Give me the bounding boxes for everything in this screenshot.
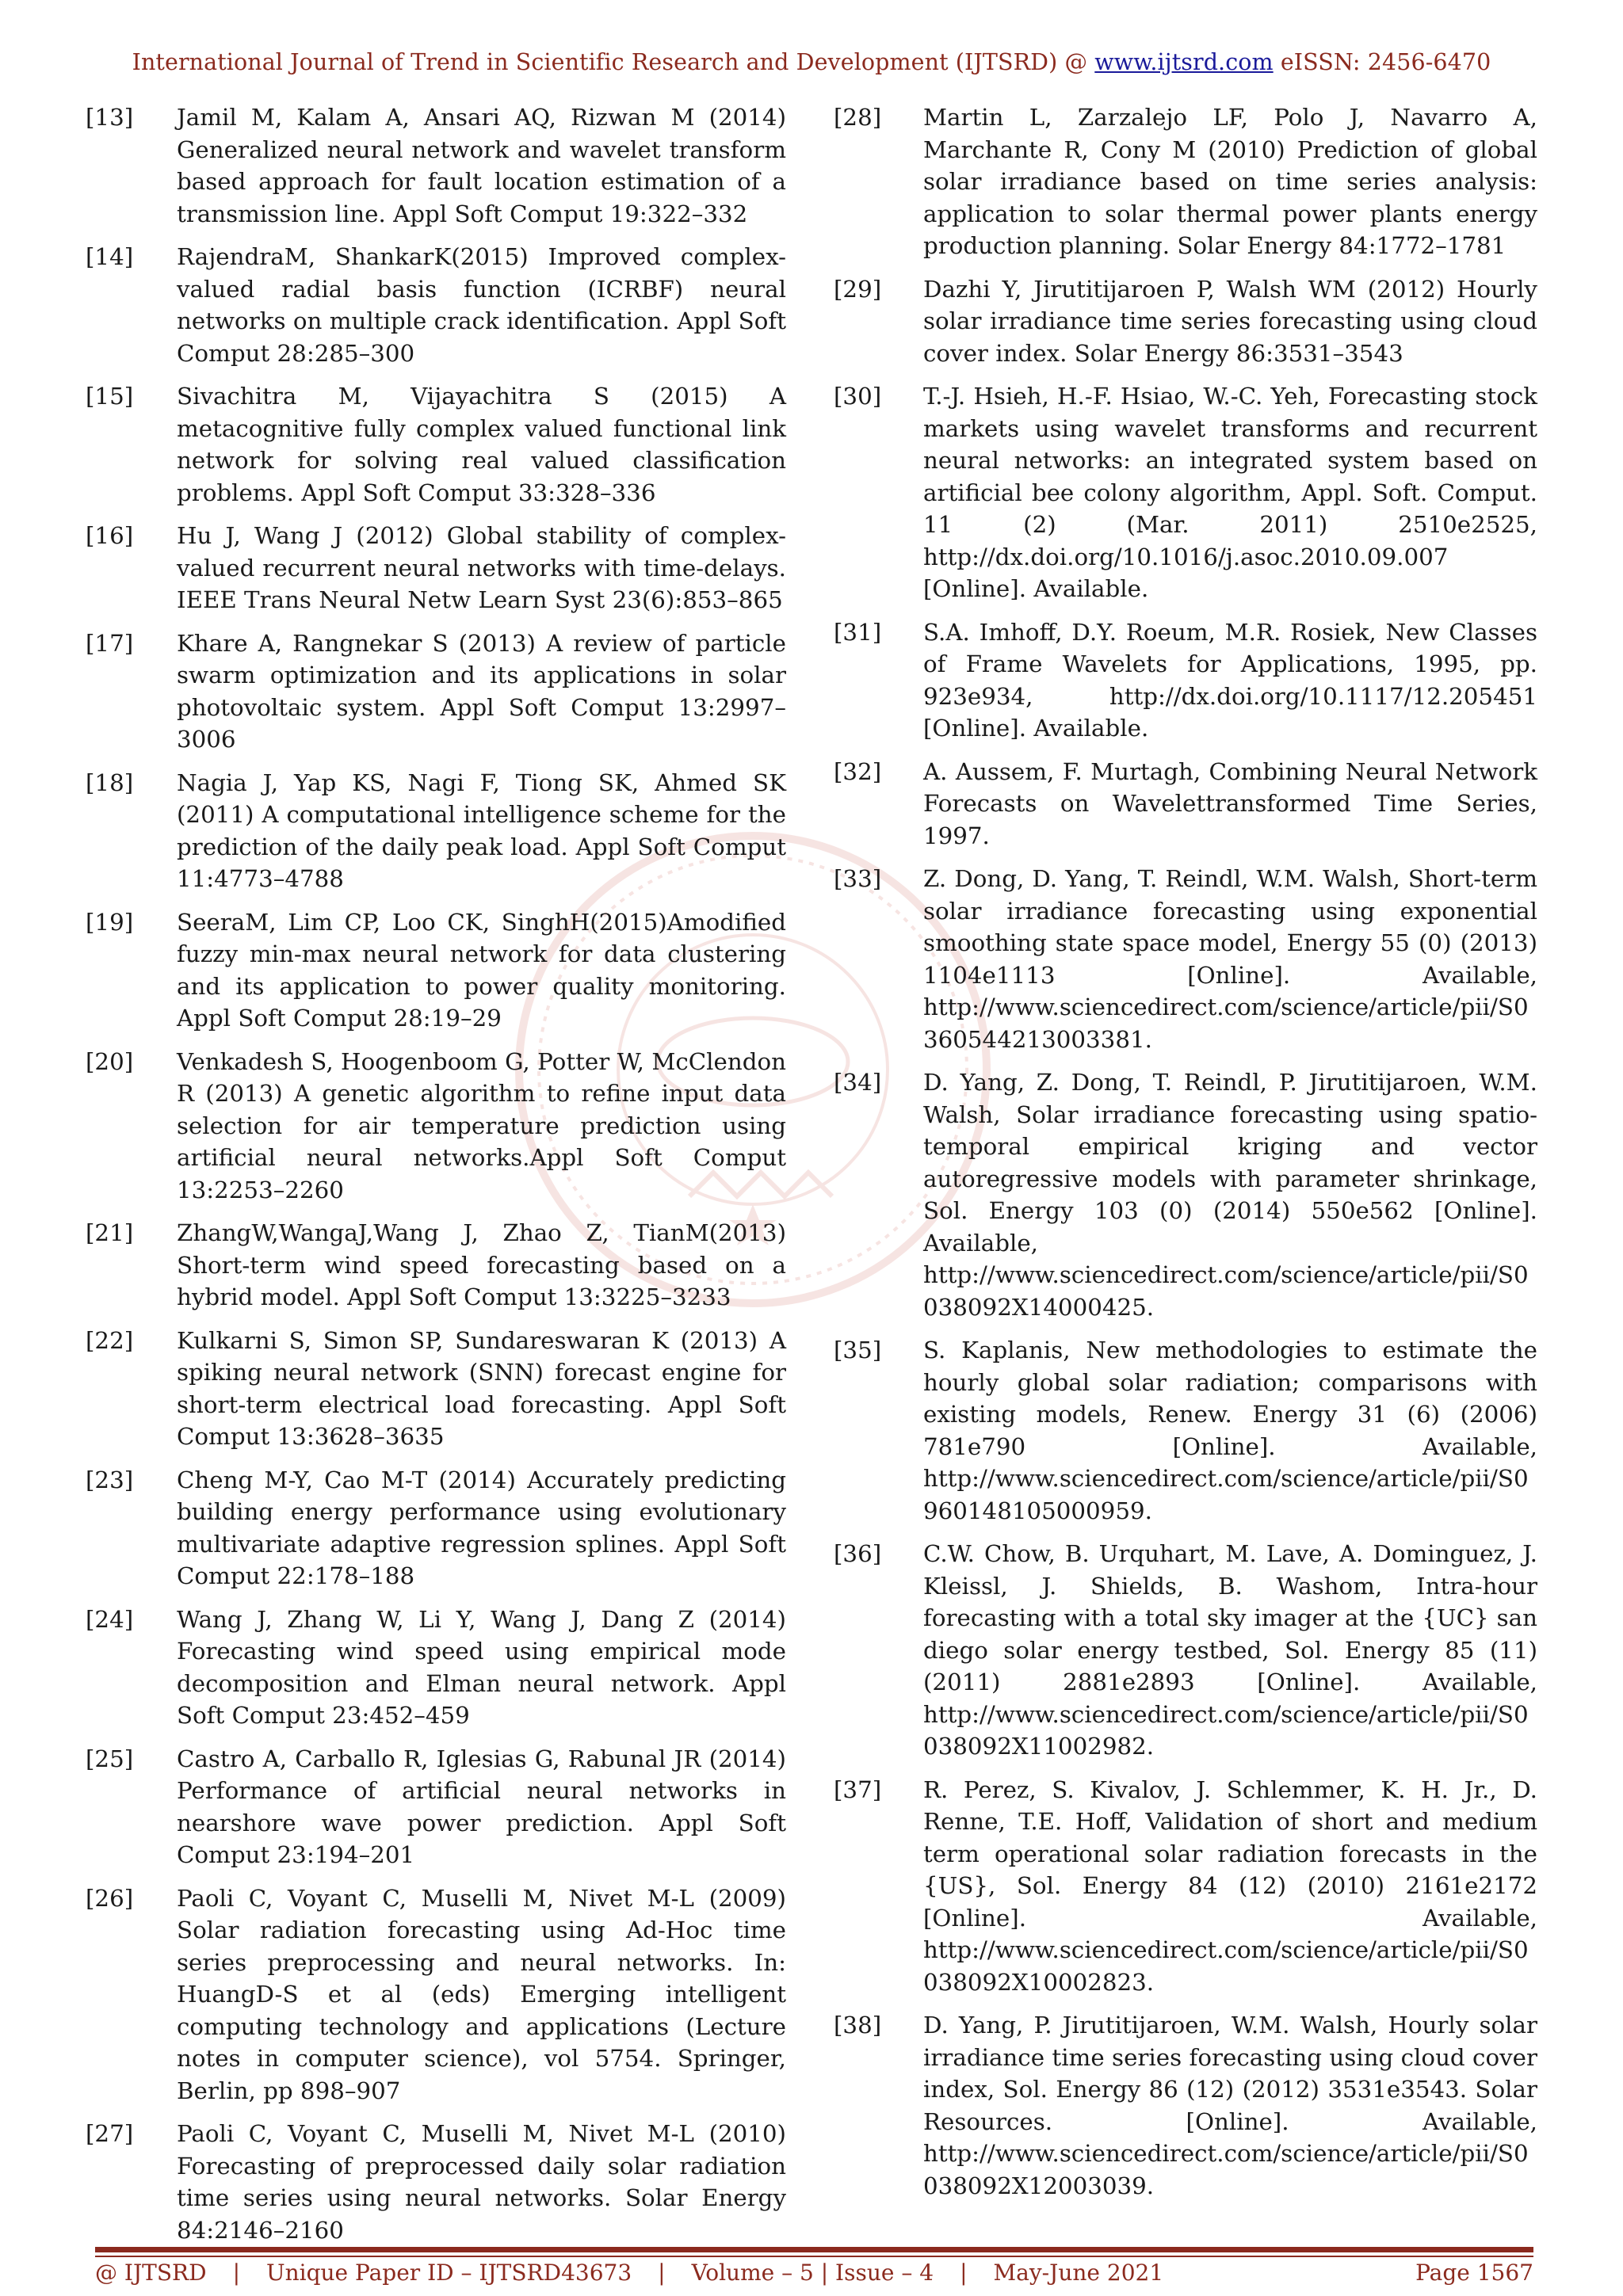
reference-entry bbox=[86, 906, 786, 1035]
reference-number: [37] bbox=[834, 1775, 882, 1803]
footer-paper-id: Unique Paper ID – IJTSRD43673 bbox=[266, 2260, 632, 2286]
reference-text: Kulkarni S, Simon SP, Sundareswaran K (2013) A spiking neural network (SNN) forecast engine for short-term electrical load forecasting. Appl Soft Comput 13:3628–3635 bbox=[177, 1326, 786, 1450]
reference-text: Wang J, Zhang W, Li Y, Wang J, Dang Z (2014) Forecasting wind speed using empirical mode decomposition and Elman neural network. Appl Soft Comput 23:452–459 bbox=[177, 1605, 786, 1729]
running-footer bbox=[95, 2260, 1533, 2286]
reference-entry bbox=[834, 273, 1537, 370]
footer-page-number: Page 1567 bbox=[1415, 2260, 1533, 2286]
reference-entry bbox=[86, 1882, 786, 2107]
reference-text: A. Aussem, F. Murtagh, Combining Neural Network Forecasts on Wavelettransformed Time Series, 1997. bbox=[923, 757, 1537, 849]
reference-number: [20] bbox=[86, 1047, 134, 1075]
reference-number: [34] bbox=[834, 1069, 882, 1096]
reference-number: [18] bbox=[86, 769, 134, 796]
reference-text: Sivachitra M, Vijayachitra S (2015) A metacognitive fully complex valued functional link network for solving real valued classification problems. Appl Soft Comput 33:328–336 bbox=[177, 383, 786, 506]
footer-volume-issue: Volume – 5 | Issue – 4 bbox=[691, 2260, 934, 2286]
reference-text: C.W. Chow, B. Urquhart, M. Lave, A. Dominguez, J. Kleissl, J. Shields, B. Washom, Intra-hour forecasting with a total sky imager at the {UC} san diego solar energy testbed, Sol. Energy 85 (11) (2011) 2881e2893 [Online]. Available, http://www.sciencedirect.com/science/article/pii/S0038092X11002982. bbox=[923, 1540, 1537, 1760]
reference-entry bbox=[834, 1774, 1537, 1999]
reference-entry bbox=[86, 1604, 786, 1732]
reference-number: [21] bbox=[86, 1219, 134, 1246]
reference-text: Dazhi Y, Jirutitijaroen P, Walsh WM (2012) Hourly solar irradiance time series forecasting using cloud cover index. Solar Energy 86:3531–3543 bbox=[923, 275, 1537, 367]
footer-date: May-June 2021 bbox=[993, 2260, 1164, 2286]
reference-number: [22] bbox=[86, 1326, 134, 1354]
reference-number: [36] bbox=[834, 1540, 882, 1567]
reference-number: [19] bbox=[86, 908, 134, 936]
reference-entry bbox=[834, 756, 1537, 852]
reference-number: [15] bbox=[86, 383, 134, 410]
reference-entry bbox=[834, 101, 1537, 262]
reference-number: [16] bbox=[86, 522, 134, 549]
reference-number: [27] bbox=[86, 2120, 134, 2147]
reference-entry bbox=[834, 380, 1537, 605]
reference-number: [38] bbox=[834, 2012, 882, 2039]
reference-text: Hu J, Wang J (2012) Global stability of complex-valued recurrent neural networks with time-delays. IEEE Trans Neural Netw Learn Syst 23(6):853–865 bbox=[177, 522, 786, 613]
reference-entry bbox=[86, 2118, 786, 2246]
reference-entry bbox=[834, 1066, 1537, 1323]
reference-number: [25] bbox=[86, 1745, 134, 1772]
reference-text: ZhangW,WangaJ,Wang J, Zhao Z, TianM(2013) Short-term wind speed forecasting based on a hybrid model. Appl Soft Comput 13:3225–3233 bbox=[177, 1219, 786, 1310]
reference-text: S.A. Imhoff, D.Y. Roeum, M.R. Rosiek, New Classes of Frame Wavelets for Applications, 1995, pp. 923e934, http://dx.doi.org/10.1117/12.205451 [Online]. Available. bbox=[923, 618, 1537, 742]
reference-entry bbox=[834, 863, 1537, 1055]
reference-number: [13] bbox=[86, 104, 134, 131]
reference-number: [23] bbox=[86, 1466, 134, 1493]
references-left-column bbox=[86, 101, 786, 2257]
reference-entry bbox=[86, 627, 786, 756]
reference-number: [26] bbox=[86, 1884, 134, 1912]
reference-text: Castro A, Carballo R, Iglesias G, Rabunal JR (2014) Performance of artificial neural networks in nearshore wave power prediction. Appl Soft Comput 23:194–201 bbox=[177, 1745, 786, 1868]
reference-entry bbox=[86, 767, 786, 895]
reference-entry bbox=[834, 616, 1537, 745]
reference-number: [35] bbox=[834, 1337, 882, 1363]
footer-rule bbox=[95, 2247, 1533, 2252]
reference-text: T.-J. Hsieh, H.-F. Hsiao, W.-C. Yeh, Forecasting stock markets using wavelet transforms and recurrent neural networks: an integrated system based on artificial bee colony algorithm, Appl. Soft. Comput. 11 (2) (Mar. 2011) 2510e2525, http://dx.doi.org/10.1016/j.asoc.2010.09.007 [Online]. Available. bbox=[923, 383, 1537, 602]
reference-text: Venkadesh S, Hoogenboom G, Potter W, McClendon R (2013) A genetic algorithm to refine input data selection for air temperature prediction using artificial neural networks.Appl Soft Comput 13:2253–2260 bbox=[177, 1047, 786, 1203]
reference-text: Khare A, Rangnekar S (2013) A review of particle swarm optimization and its applications in solar photovoltaic system. Appl Soft Comput 13:2997–3006 bbox=[177, 629, 786, 753]
reference-entry bbox=[86, 1743, 786, 1871]
reference-text: S. Kaplanis, New methodologies to estimate the hourly global solar radiation; comparisons with existing models, Renew. Energy 31 (6) (2006) 781e790 [Online]. Available, http://www.sciencedirect.com/science/article/pii/S0960148105000959. bbox=[923, 1337, 1537, 1524]
reference-entry bbox=[834, 1538, 1537, 1763]
reference-entry bbox=[86, 520, 786, 616]
reference-text: R. Perez, S. Kivalov, J. Schlemmer, K. H. Jr., D. Renne, T.E. Hoff, Validation of short and medium term operational solar radiation forecasts in the {US}, Sol. Energy 84 (12) (2010) 2161e2172 [Online]. Available, http://www.sciencedirect.com/science/article/pii/S0038092X10002823. bbox=[923, 1775, 1537, 1996]
reference-text: SeeraM, Lim CP, Loo CK, SinghH(2015)Amodified fuzzy min-max neural network for data clustering and its application to power quality monitoring. Appl Soft Comput 28:19–29 bbox=[177, 908, 786, 1032]
references-right-column bbox=[834, 101, 1537, 2213]
reference-text: Jamil M, Kalam A, Ansari AQ, Rizwan M (2014) Generalized neural network and wavelet transform based approach for fault location estimation of a transmission line. Appl Soft Comput 19:322–332 bbox=[177, 104, 786, 227]
reference-text: Martin L, Zarzalejo LF, Polo J, Navarro A, Marchante R, Cony M (2010) Prediction of global solar irradiance based on time series analysis: application to solar thermal power plants energy production planning. Solar Energy 84:1772–1781 bbox=[923, 104, 1537, 259]
reference-entry bbox=[86, 380, 786, 509]
journal-url-link[interactable]: www.ijtsrd.com bbox=[1094, 49, 1274, 75]
reference-text: Z. Dong, D. Yang, T. Reindl, W.M. Walsh, Short-term solar irradiance forecasting using exponential smoothing state space model, Energy 55 (0) (2013) 1104e1113 [Online]. Available, http://www.sciencedirect.com/science/article/pii/S0360544213003381. bbox=[923, 865, 1537, 1053]
running-header bbox=[0, 49, 1623, 75]
reference-entry bbox=[834, 1334, 1537, 1527]
footer-separator: | bbox=[960, 2260, 968, 2286]
reference-text: Cheng M-Y, Cao M-T (2014) Accurately predicting building energy performance using evolutionary multivariate adaptive regression splines. Appl Soft Comput 22:178–188 bbox=[177, 1466, 786, 1589]
journal-name: International Journal of Trend in Scientific Research and Development (IJTSRD) @ bbox=[132, 49, 1095, 75]
reference-text: Paoli C, Voyant C, Muselli M, Nivet M-L (2009) Solar radiation forecasting using Ad-Hoc time series preprocessing and neural networks. In: HuangD-S et al (eds) Emerging intelligent computing technology and applications (Lecture notes in computer science), vol 5754. Springer, Berlin, pp 898–907 bbox=[177, 1884, 786, 2104]
reference-number: [24] bbox=[86, 1605, 134, 1633]
reference-number: [31] bbox=[834, 618, 882, 646]
reference-text: D. Yang, P. Jirutitijaroen, W.M. Walsh, Hourly solar irradiance time series forecasting using cloud cover index, Sol. Energy 86 (12) (2012) 3531e3543. Solar Resources. [Online]. Available, http://www.sciencedirect.com/science/article/pii/S0038092X12003039. bbox=[923, 2012, 1537, 2199]
issn: eISSN: 2456-6470 bbox=[1273, 49, 1491, 75]
reference-entry bbox=[86, 1325, 786, 1453]
reference-text: RajendraM, ShankarK(2015) Improved complex-valued radial basis function (ICRBF) neural networks on multiple crack identification. Appl Soft Comput 28:285–300 bbox=[177, 243, 786, 367]
reference-entry bbox=[834, 2009, 1537, 2202]
footer-separator: | bbox=[658, 2260, 666, 2286]
reference-number: [32] bbox=[834, 757, 882, 785]
footer-copyright: @ IJTSRD bbox=[95, 2260, 207, 2286]
reference-entry bbox=[86, 1464, 786, 1592]
footer-rule-thin bbox=[95, 2256, 1533, 2257]
reference-text: Paoli C, Voyant C, Muselli M, Nivet M-L (2010) Forecasting of preprocessed daily solar radiation time series using neural networks. Solar Energy 84:2146–2160 bbox=[177, 2120, 786, 2244]
reference-entry bbox=[86, 241, 786, 369]
reference-entry bbox=[86, 101, 786, 230]
reference-number: [17] bbox=[86, 629, 134, 657]
reference-entry bbox=[86, 1046, 786, 1207]
reference-number: [30] bbox=[834, 383, 882, 410]
reference-number: [29] bbox=[834, 275, 882, 303]
reference-number: [28] bbox=[834, 104, 882, 131]
reference-text: Nagia J, Yap KS, Nagi F, Tiong SK, Ahmed SK (2011) A computational intelligence scheme for the prediction of the daily peak load. Appl Soft Comput 11:4773–4788 bbox=[177, 769, 786, 892]
reference-number: [33] bbox=[834, 865, 882, 892]
footer-separator: | bbox=[232, 2260, 241, 2286]
reference-entry bbox=[86, 1217, 786, 1314]
reference-text: D. Yang, Z. Dong, T. Reindl, P. Jirutitijaroen, W.M. Walsh, Solar irradiance forecasting using spatio-temporal empirical kriging and vector autoregressive models with parameter shrinkage, Sol. Energy 103 (0) (2014) 550e562 [Online]. Available, http://www.sciencedirect.com/science/article/pii/S0038092X14000425. bbox=[923, 1069, 1537, 1321]
reference-number: [14] bbox=[86, 243, 134, 270]
